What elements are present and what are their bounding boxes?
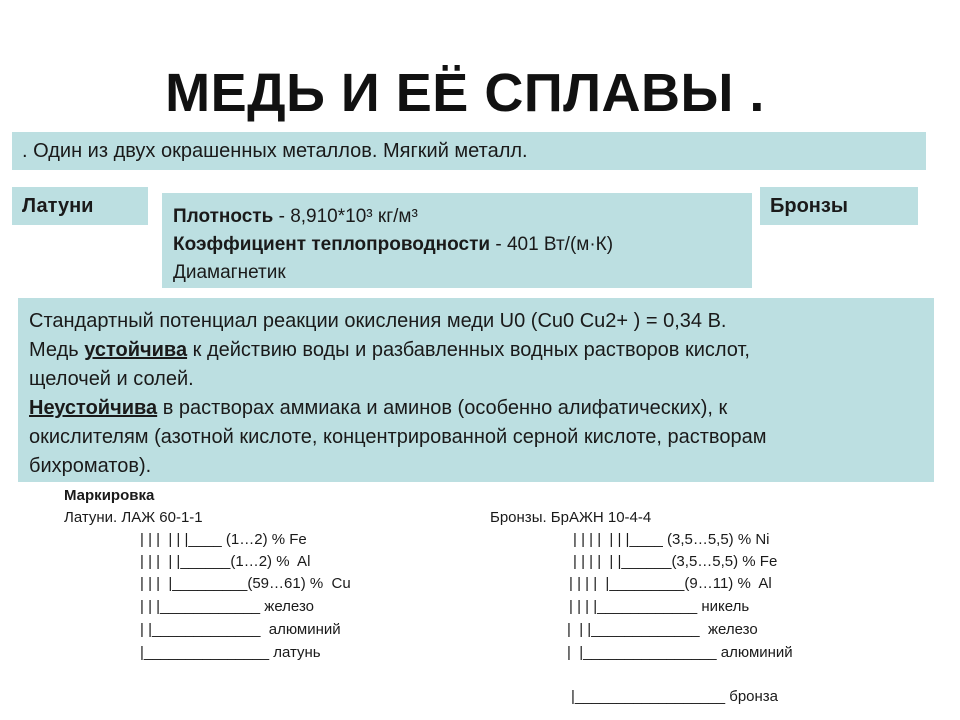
marking-heading: Маркировка [64,487,155,504]
conductivity-label: Коэффициент теплопроводности [173,234,491,255]
bronze-label: Бронзы [770,195,848,217]
bronze-marking-line-8: |__________________ бронза [571,688,779,705]
brass-label-box [12,187,148,225]
potential-line-2-post: к действию воды и разбавленных водных растворов кислот, [187,339,750,361]
brass-marking-line-2: | | | | |______(1…2) % Al [140,553,311,570]
bronze-marking-line-6: | |________________ алюминий [567,644,793,661]
density-value: - 8,910*10³ кг/м³ [273,206,418,227]
brass-marking-line-5: | |_____________ алюминий [140,621,341,638]
magnetism-line: Диамагнетик [173,262,286,283]
unstable-term: Неустойчива [29,397,158,419]
bronze-marking-line-4: | | | |____________ никель [569,598,750,615]
brass-marking-line-3: | | | |_________(59…61) % Cu [140,575,351,592]
density-line [173,203,741,231]
potential-line-6: бихроматов). [29,455,152,477]
properties-box [162,193,752,288]
potential-line-4-post: в растворах аммиака и аминов (особенно алифатических), к [157,397,728,419]
potential-line-4 [29,394,923,423]
stable-term: устойчива [84,339,188,361]
conductivity-value: - 401 Вт/(м·К) [490,234,614,255]
intro-box [12,132,926,170]
brass-marking-title: Латуни. ЛАЖ 60-1-1 [64,509,203,526]
intro-text: . Один из двух окрашенных металлов. Мягкий металл. [22,140,528,162]
potential-box [18,298,934,482]
brass-marking-line-4: | | |____________ железо [140,598,314,615]
potential-line-5: окислителям (азотной кислоте, концентрированной серной кислоте, растворам [29,426,767,448]
bronze-marking-line-3: | | | | |_________(9…11) % Al [569,575,772,592]
bronze-marking-line-2: | | | | | |______(3,5…5,5) % Fe [573,553,778,570]
brass-marking-line-6: |_______________ латунь [140,644,321,661]
potential-line-1: Стандартный потенциал реакции окисления меди U0 (Cu0 Cu2+ ) = 0,34 В. [29,310,727,332]
bronze-label-box [760,187,918,225]
density-label: Плотность [173,206,274,227]
page-title: МЕДЬ И ЕЁ СПЛАВЫ . [165,63,765,123]
brass-marking-line-1: | | | | | |____ (1…2) % Fe [140,531,307,548]
conductivity-line [173,231,741,259]
potential-line-2-pre: Медь [29,339,85,361]
potential-line-2 [29,336,923,365]
brass-label: Латуни [22,195,94,217]
bronze-marking-line-1: | | | | | | |____ (3,5…5,5) % Ni [573,531,770,548]
bronze-marking-line-5: | | |_____________ железо [567,621,758,638]
potential-line-3: щелочей и солей. [29,368,194,390]
bronze-marking-title: Бронзы. БрАЖН 10-4-4 [490,509,652,526]
